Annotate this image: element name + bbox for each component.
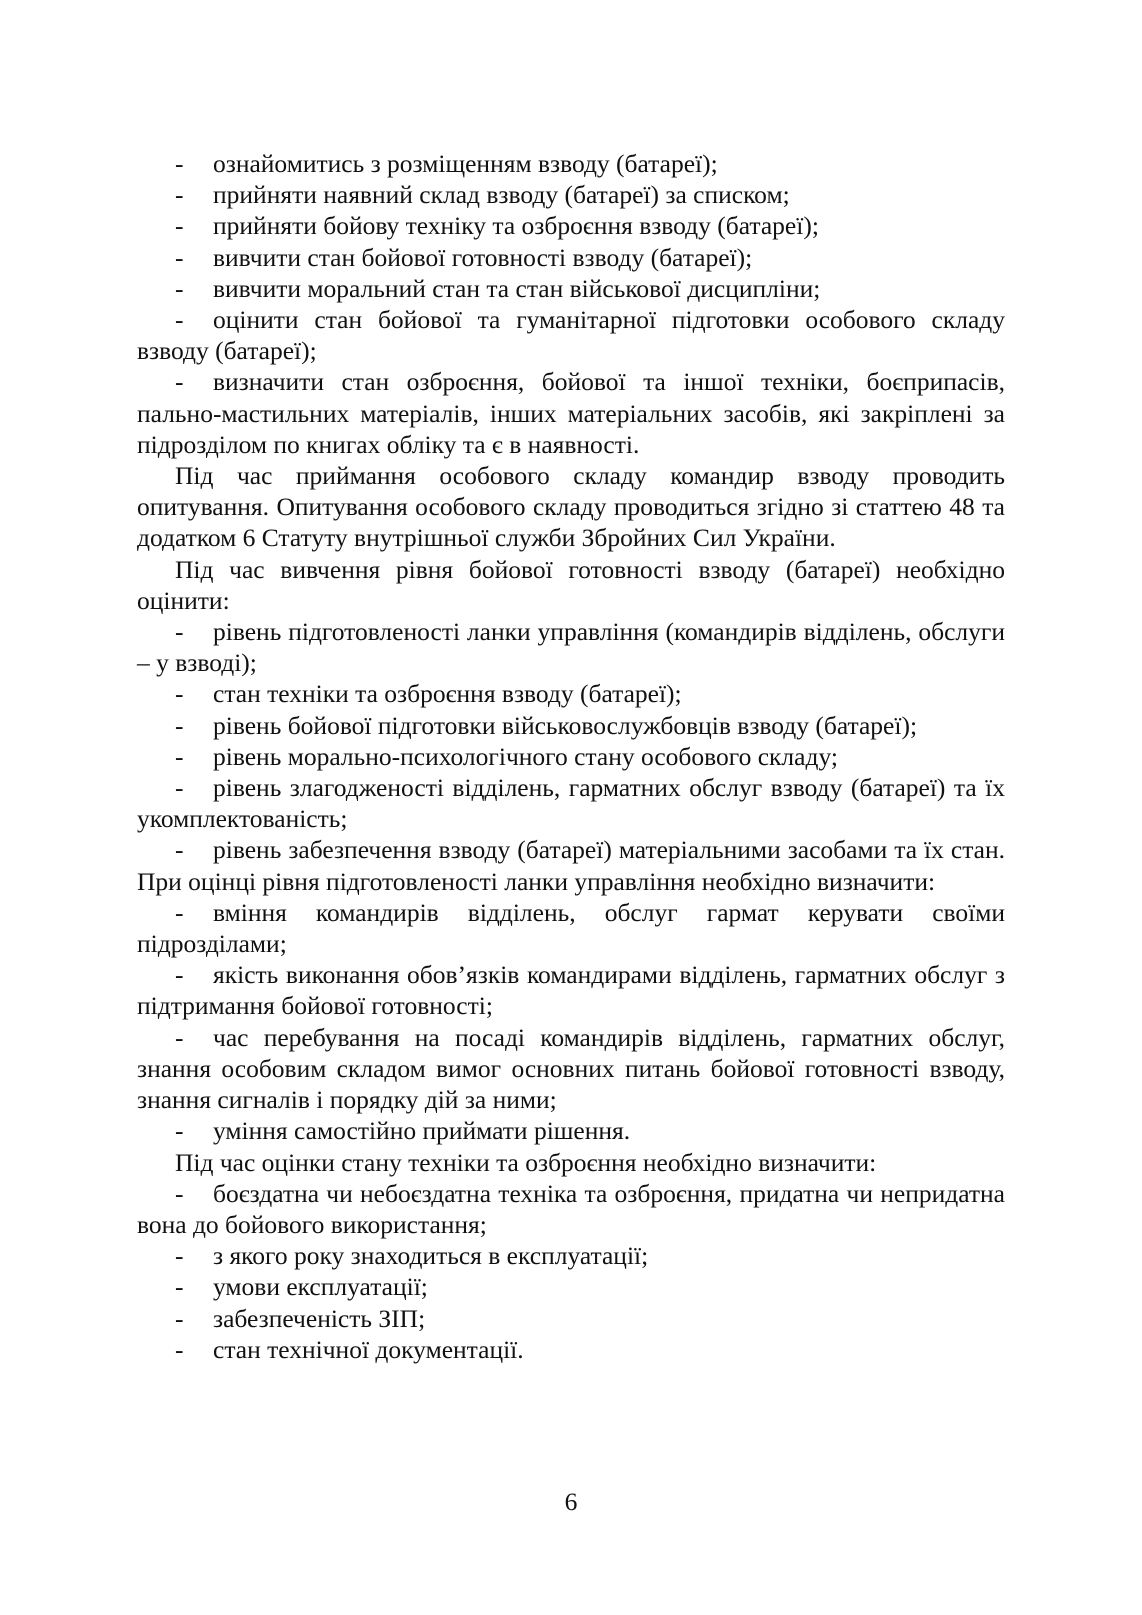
list-item — [137, 242, 1005, 273]
list-dash: - — [175, 211, 184, 241]
list-item-text: вивчити стан бойової готовності взводу (батареї); — [213, 242, 753, 272]
list-dash: - — [175, 679, 184, 709]
list-item-text: рівень бойової підготовки військовослужбовців взводу (батареї); — [213, 710, 918, 740]
list-dash: - — [175, 180, 184, 210]
list-dash: - — [175, 1334, 184, 1364]
list-dash: - — [175, 1272, 184, 1302]
list-item — [137, 678, 1005, 709]
list-item — [137, 1334, 1005, 1365]
list-item-text: ознайомитись з розміщенням взводу (батареї); — [213, 149, 718, 178]
list-item — [137, 210, 1005, 241]
list-item-text: рівень злагодженості відділень, гарматних обслуг взводу (батареї) та їх укомплектованість; — [137, 773, 1005, 834]
list-dash: - — [175, 305, 184, 335]
list-item — [137, 148, 1005, 179]
list-item-text: час перебування на посаді командирів відділень, гарматних обслуг, знання особовим складом вимог основних питань бойової готовності взводу, знання сигналів і порядку дій за ними; — [137, 1022, 1005, 1115]
list-item-text: уміння самостійно приймати рішення. — [213, 1116, 631, 1146]
list-item — [137, 1022, 1005, 1116]
list-item-text: вміння командирів відділень, обслуг гармат керувати своїми підрозділами; — [137, 897, 1005, 959]
list-dash: - — [175, 1241, 184, 1271]
list-item-text: рівень підготовленості ланки управління (командирів відділень, обслуги – у взводі); — [137, 617, 1005, 678]
list-item-text: стан техніки та озброєння взводу (батареї); — [213, 679, 682, 709]
list-dash: - — [175, 1116, 184, 1146]
paragraph — [137, 554, 1005, 616]
list-item — [137, 741, 1005, 772]
list-item — [137, 1271, 1005, 1302]
list-item-text: прийняти бойову техніку та озброєння взводу (батареї); — [213, 211, 819, 241]
paragraph-text: Під час вивчення рівня бойової готовності взводу (батареї) необхідно оцінити: — [137, 554, 1005, 615]
list-item-text: боєздатна чи небоєздатна техніка та озброєння, придатна чи непридатна вона до бойового використання; — [137, 1178, 1005, 1239]
list-item-text: оцінити стан бойової та гуманітарної підготовки особового складу взводу (батареї); — [137, 305, 1005, 366]
list-dash: - — [175, 617, 184, 647]
list-item — [137, 959, 1005, 1021]
list-item-text: рівень забезпечення взводу (батареї) матеріальними засобами та їх стан. При оцінці рівня підготовленості ланки управління необхідно визначити: — [137, 835, 1005, 896]
list-item-text: вивчити моральний стан та стан військової дисципліни; — [213, 273, 821, 303]
list-item-text: забезпеченість ЗІП; — [213, 1303, 426, 1333]
list-item — [137, 772, 1005, 834]
list-item — [137, 1240, 1005, 1271]
list-dash: - — [175, 835, 184, 865]
list-item — [137, 710, 1005, 741]
list-item-text: визначити стан озброєння, бойової та іншої техніки, боєприпасів, пально-мастильних матеріалів, інших матеріальних засобів, які закріплені за підрозділом по книгах обліку та є в наявності. — [137, 367, 1005, 459]
list-item — [137, 1303, 1005, 1334]
list-item-text: умови експлуатації; — [213, 1272, 428, 1302]
list-item — [137, 1115, 1005, 1146]
list-item — [137, 273, 1005, 304]
list-item-text: прийняти наявний склад взводу (батареї) за списком; — [213, 180, 790, 210]
body-text — [137, 148, 1005, 1365]
list-dash: - — [175, 273, 184, 303]
list-dash: - — [175, 1303, 184, 1333]
list-dash: - — [175, 1022, 184, 1052]
list-item — [137, 304, 1005, 366]
list-item — [137, 616, 1005, 678]
list-dash: - — [175, 710, 184, 740]
list-dash: - — [175, 242, 184, 272]
paragraph — [137, 1147, 1005, 1178]
paragraph-text: Під час оцінки стану техніки та озброєння необхідно визначити: — [175, 1147, 877, 1177]
list-dash: - — [175, 960, 184, 990]
list-dash: - — [175, 149, 184, 178]
list-dash: - — [175, 1178, 184, 1208]
list-dash: - — [175, 741, 184, 771]
list-dash: - — [175, 897, 184, 927]
page-number: 6 — [564, 1487, 578, 1516]
paragraph — [137, 460, 1005, 554]
list-item — [137, 834, 1005, 896]
list-item — [137, 179, 1005, 210]
list-item-text: рівень морально-психологічного стану особового складу; — [213, 741, 838, 771]
list-item — [137, 1178, 1005, 1240]
list-dash: - — [175, 773, 184, 803]
list-item-text: з якого року знаходиться в експлуатації; — [213, 1241, 649, 1271]
list-dash: - — [175, 367, 184, 397]
list-item — [137, 366, 1005, 460]
list-item-text: стан технічної документації. — [213, 1334, 524, 1364]
list-item — [137, 897, 1005, 959]
list-item-text: якість виконання обов’язків командирами відділень, гарматних обслуг з підтримання бойової готовності; — [137, 960, 1005, 1021]
paragraph-text: Під час приймання особового складу командир взводу проводить опитування. Опитування особового складу проводиться згідно зі статтею 48 та додатком 6 Статуту внутрішньої служби Збройних Сил України. — [137, 461, 1005, 553]
